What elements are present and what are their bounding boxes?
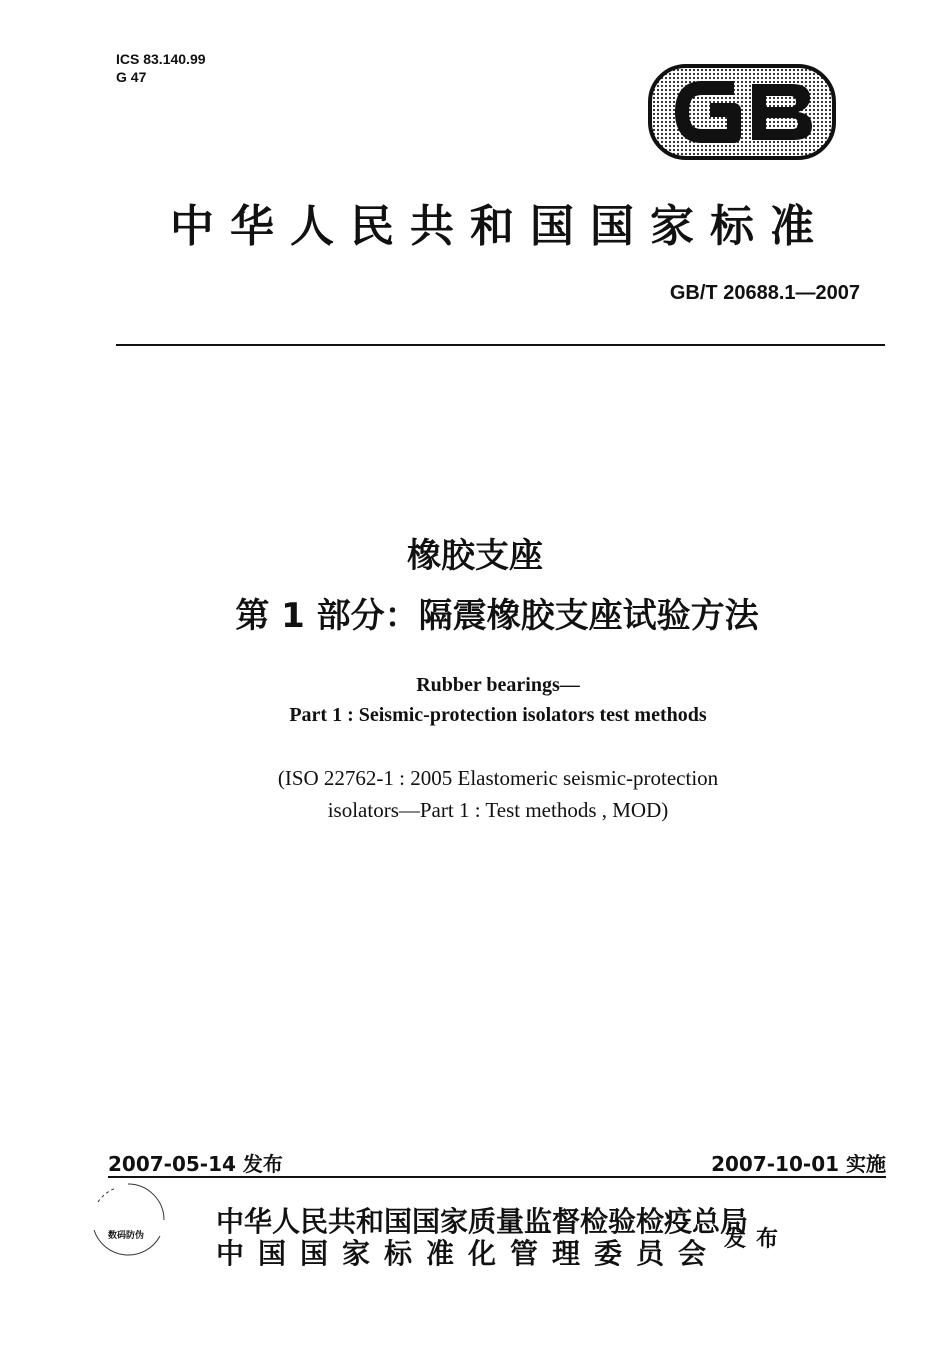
- gb-logo: [648, 64, 836, 160]
- chinese-title-line1: 橡胶支座: [407, 536, 543, 576]
- publisher-line2: 中国国家标准化管理委员会: [216, 1237, 721, 1270]
- footer-divider: [108, 1176, 886, 1178]
- iso-reference-line2: isolators—Part 1 : Test methods , MOD): [327, 798, 669, 822]
- seal-label: 数码防伪: [108, 1231, 145, 1241]
- issue-date: 2007-05-14 发布: [108, 1152, 283, 1176]
- chinese-title-line2: 第 1 部分：隔震橡胶支座试验方法: [235, 596, 759, 636]
- header-divider: [116, 344, 885, 346]
- english-title-line2: Part 1 : Seismic-protection isolators test methods: [289, 704, 707, 726]
- standard-class-code: G 47: [116, 69, 147, 85]
- ics-code: ICS 83.140.99: [116, 51, 206, 67]
- iso-reference-line1: (ISO 22762-1 : 2005 Elastomeric seismic-protection: [277, 766, 719, 790]
- english-title-line1: Rubber bearings—: [416, 674, 580, 696]
- anti-counterfeit-seal: [88, 1180, 168, 1260]
- national-standard-heading: 中华人民共和国国家标准: [170, 201, 830, 252]
- ics-classification: [116, 50, 206, 86]
- publish-label: 发布: [724, 1227, 789, 1252]
- implementation-date: 2007-10-01 实施: [711, 1152, 886, 1176]
- publisher-line1: 中华人民共和国国家质量监督检验检疫总局: [216, 1205, 749, 1238]
- standard-number: GB/T 20688.1—2007: [669, 282, 860, 304]
